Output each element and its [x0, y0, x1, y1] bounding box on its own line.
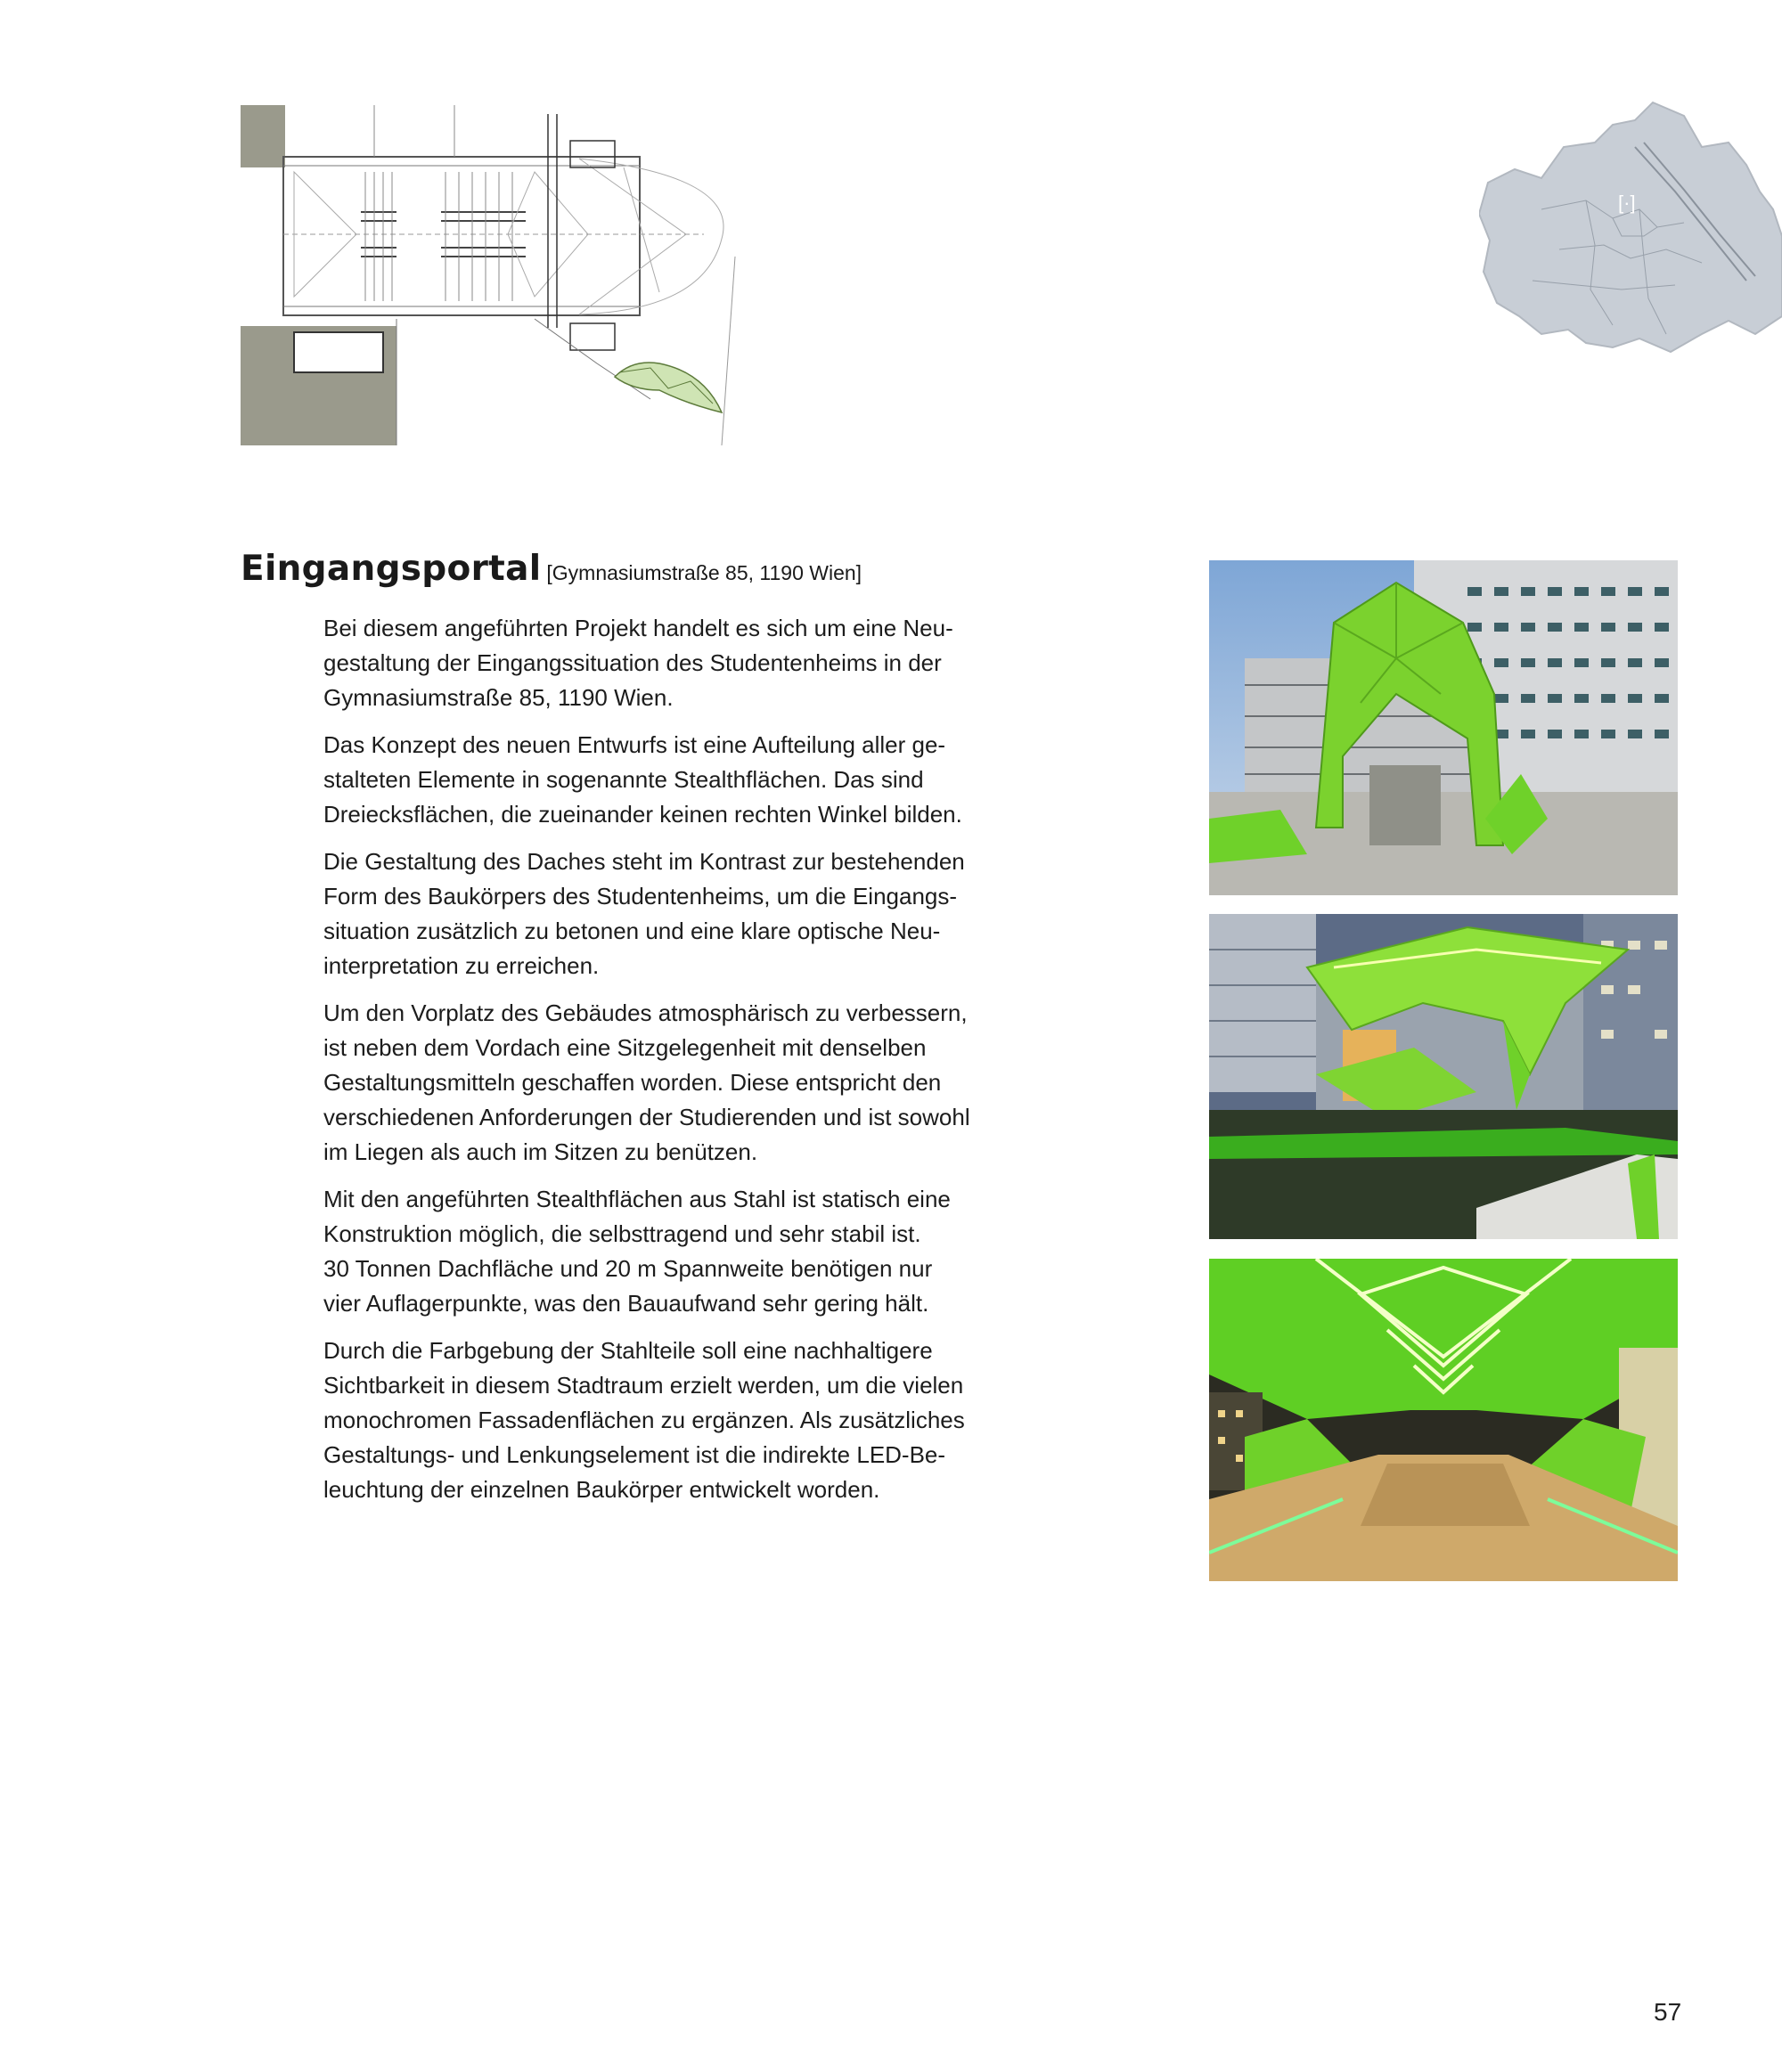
paragraph-5: Mit den angeführten Stealthflächen aus Stahl ist statisch eine Konstruktion möglich, die selbsttragend und sehr stabil ist. 30 Tonnen Dachfläche und 20 m Spannweite benötigen nur vier Auflagerpunkte, was den Bauaufwand sehr gering hält. — [323, 1186, 951, 1317]
paragraph-3: Die Gestaltung des Daches steht im Kontrast zur bestehenden Form des Baukörpers des Studentenheims, um die Eingangs- situation zusätzlich zu betonen und eine klare optische Neu- interpretation zu erreichen. — [323, 848, 965, 979]
heading-title: Eingangsportal — [241, 549, 542, 589]
paragraph-1: Bei diesem angeführten Projekt handelt es sich um eine Neu- gestaltung der Eingangssituation des Studentenheims in der Gymnasiumstraße 85, 1190 Wien. — [323, 615, 953, 711]
photo-canopy-exterior — [1209, 560, 1678, 895]
paragraph-2: Das Konzept des neuen Entwurfs ist eine Aufteilung aller ge- stalteten Elemente in sogenannte Stealthflächen. Das sind Dreiecksflächen, die zueinander keinen rechten Winkel bilden. — [323, 731, 962, 828]
vienna-map-outline — [1479, 102, 1782, 352]
vienna-map — [1479, 94, 1782, 361]
floor-plan-drawing — [241, 105, 757, 445]
paragraph-6: Durch die Farbgebung der Stahlteile soll eine nachhaltigere Sichtbarkeit in diesem Stadtraum erzielt werden, um die vielen monochromen Fassadenflächen zu ergänzen. Als zusätzliches Gestaltungs- und Lenkungselement ist die indirekte LED-Be- leuchtung der einzelnen Baukörper entwickelt worden. — [323, 1337, 965, 1503]
heading-address: [Gymnasiumstraße 85, 1190 Wien] — [546, 561, 862, 584]
page-number: 57 — [1654, 1998, 1682, 2026]
section-heading — [241, 549, 918, 589]
paragraph-4: Um den Vorplatz des Gebäudes atmosphärisch zu verbessern, ist neben dem Vordach eine Sitzgelegenheit mit denselben Gestaltungsmitteln geschaffen worden. Diese entspricht den verschiedenen Anforderungen der Studierenden und ist sowohl im Liegen als auch im Sitzen zu benützen. — [323, 999, 970, 1165]
map-location-marker: [·] — [1618, 192, 1636, 214]
photo-canopy-underside — [1209, 1259, 1678, 1581]
vienna-map-svg — [1479, 94, 1782, 361]
body-text — [323, 611, 1036, 1520]
photo-canopy-seating — [1209, 914, 1678, 1239]
floor-plan-svg — [241, 105, 757, 445]
